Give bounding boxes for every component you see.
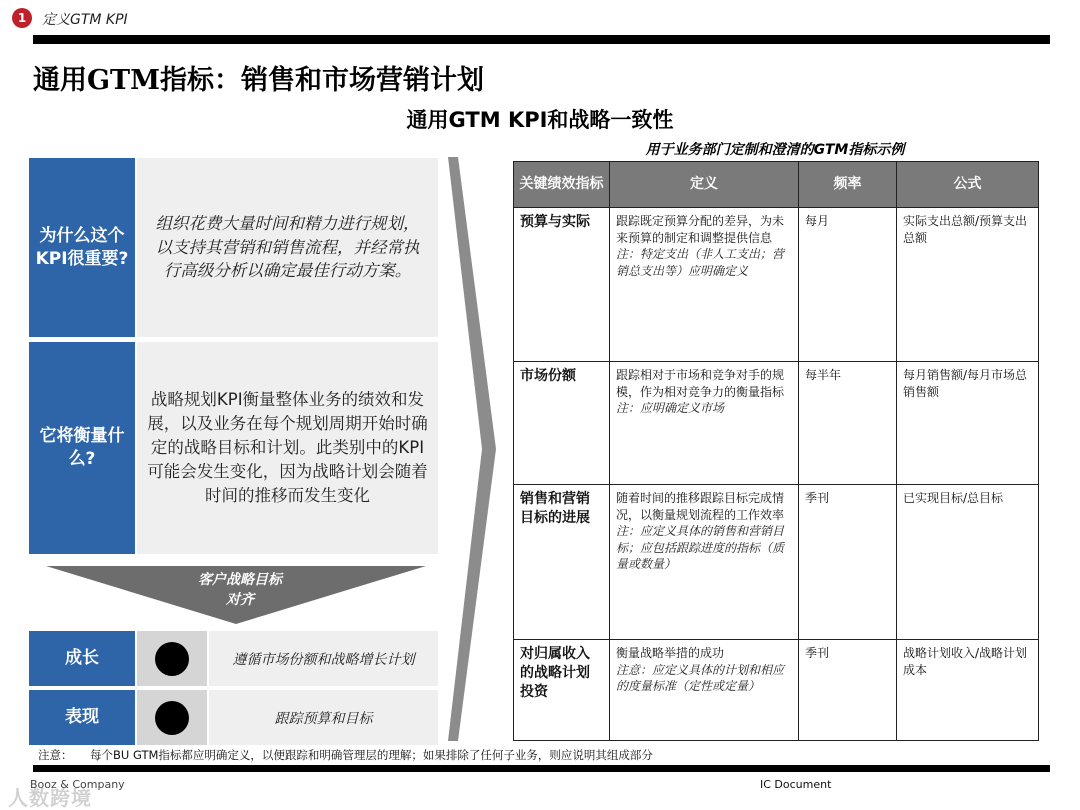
page-title: 通用GTM指标：销售和市场营销计划: [33, 65, 485, 96]
definition-text: 衡量战略举措的成功: [616, 646, 725, 660]
formula-cell: 战略计划收入/战略计划成本: [897, 640, 1039, 741]
performance-indicator-cell: [137, 690, 207, 745]
growth-description: 遵循市场份额和战略增长计划: [232, 651, 415, 668]
definition-cell: [610, 362, 799, 485]
table-title: 用于业务部门定制和澄清的GTM指标示例: [645, 142, 905, 158]
column-header-formula: 公式: [897, 162, 1039, 208]
definition-text: 跟踪相对于市场和竞争对手的规模，作为相对竞争力的衡量指标: [616, 368, 785, 399]
definition-note: 注意：应定义具体的计划和相应的度量标准（定性或定量）: [616, 662, 785, 694]
footnote-label: 注意：: [38, 748, 73, 762]
performance-description-box: [209, 690, 438, 745]
watermark: 人数跨境: [8, 786, 92, 810]
why-answer: 组织花费大量时间和精力进行规划，以支持其营销和销售流程，并经常执行高级分析以确定最佳行动方案。: [155, 213, 420, 281]
growth-filled-circle-icon: [155, 642, 189, 676]
alignment-arrow-label: [140, 570, 340, 611]
definition-note: 注：应定义具体的销售和营销目标；应包括跟踪进度的指标（质量或数量）: [616, 524, 785, 572]
column-header-kpi: 关键绩效指标: [514, 162, 610, 208]
frequency-cell: 每月: [799, 208, 897, 362]
definition-text: 随着时间的推移跟踪目标完成情况，以衡量规划流程的工作效率: [616, 491, 785, 522]
frequency-cell: 季刊: [799, 640, 897, 741]
definition-cell: [610, 640, 799, 741]
growth-description-box: [209, 631, 438, 686]
section-number-badge: 1: [12, 8, 32, 28]
metric-cell: 预算与实际: [514, 208, 610, 362]
page-subtitle: 通用GTM KPI和战略一致性: [406, 108, 674, 132]
column-header-definition: 定义: [610, 162, 799, 208]
chevron-right-arrow-icon: [448, 157, 496, 741]
performance-label-box: [29, 690, 135, 745]
growth-indicator-cell: [137, 631, 207, 686]
kpi-table: [513, 161, 1039, 741]
what-answer: 战略规划KPI衡量整体业务的绩效和发展，以及业务在每个规划周期开始时确定的战略目标和计划。此类别中的KPI可能会发生变化，因为战略计划会随着时间的推移而发生变化: [147, 390, 428, 505]
metric-cell: 销售和营销目标的进展: [514, 485, 610, 640]
table-row: [514, 208, 1039, 362]
section-label: 定义GTM KPI: [42, 12, 128, 28]
definition-note: 注：特定支出（非人工支出；营销总支出等）应明确定义: [616, 247, 785, 278]
performance-description: 跟踪预算和目标: [274, 710, 373, 727]
metric-cell: 市场份额: [514, 362, 610, 485]
definition-text: 跟踪既定预算分配的差异，为未来预算的制定和调整提供信息: [616, 214, 785, 245]
performance-label: 表现: [65, 707, 99, 728]
formula-cell: 已实现目标/总目标: [897, 485, 1039, 640]
performance-filled-circle-icon: [155, 701, 189, 735]
company-name: Booz & Company: [30, 778, 125, 791]
growth-label-box: [29, 631, 135, 686]
alignment-arrow-label-line2: 对齐: [226, 592, 254, 609]
alignment-arrow-label-line1: 客户战略目标: [198, 572, 282, 588]
table-header-row: [514, 162, 1039, 208]
footnote: [38, 747, 653, 763]
formula-cell: 实际支出总额/预算支出总额: [897, 208, 1039, 362]
metric-cell: 对归属收入的战略计划投资: [514, 640, 610, 741]
frequency-cell: 季刊: [799, 485, 897, 640]
what-question-box: [29, 342, 135, 554]
growth-label: 成长: [65, 648, 99, 669]
why-question: 为什么这个KPI很重要?: [35, 225, 129, 269]
why-answer-box: [137, 158, 438, 337]
top-divider: [33, 35, 1050, 44]
document-label: IC Document: [760, 778, 832, 791]
formula-cell: 每月销售额/每月市场总销售额: [897, 362, 1039, 485]
what-question: 它将衡量什么?: [39, 426, 125, 469]
footnote-text: 每个BU GTM指标都应明确定义，以便跟踪和明确管理层的理解；如果排除了任何子业务，则应说明其组成部分: [90, 748, 653, 762]
table-row: [514, 362, 1039, 485]
what-answer-box: [137, 342, 438, 554]
definition-cell: [610, 208, 799, 362]
column-header-frequency: 频率: [799, 162, 897, 208]
frequency-cell: 每半年: [799, 362, 897, 485]
definition-note: 注：应明确定义市场: [616, 401, 725, 416]
table-row: [514, 485, 1039, 640]
definition-cell: [610, 485, 799, 640]
table-row: [514, 640, 1039, 741]
why-question-box: [29, 158, 135, 337]
bottom-divider: [33, 765, 1050, 772]
